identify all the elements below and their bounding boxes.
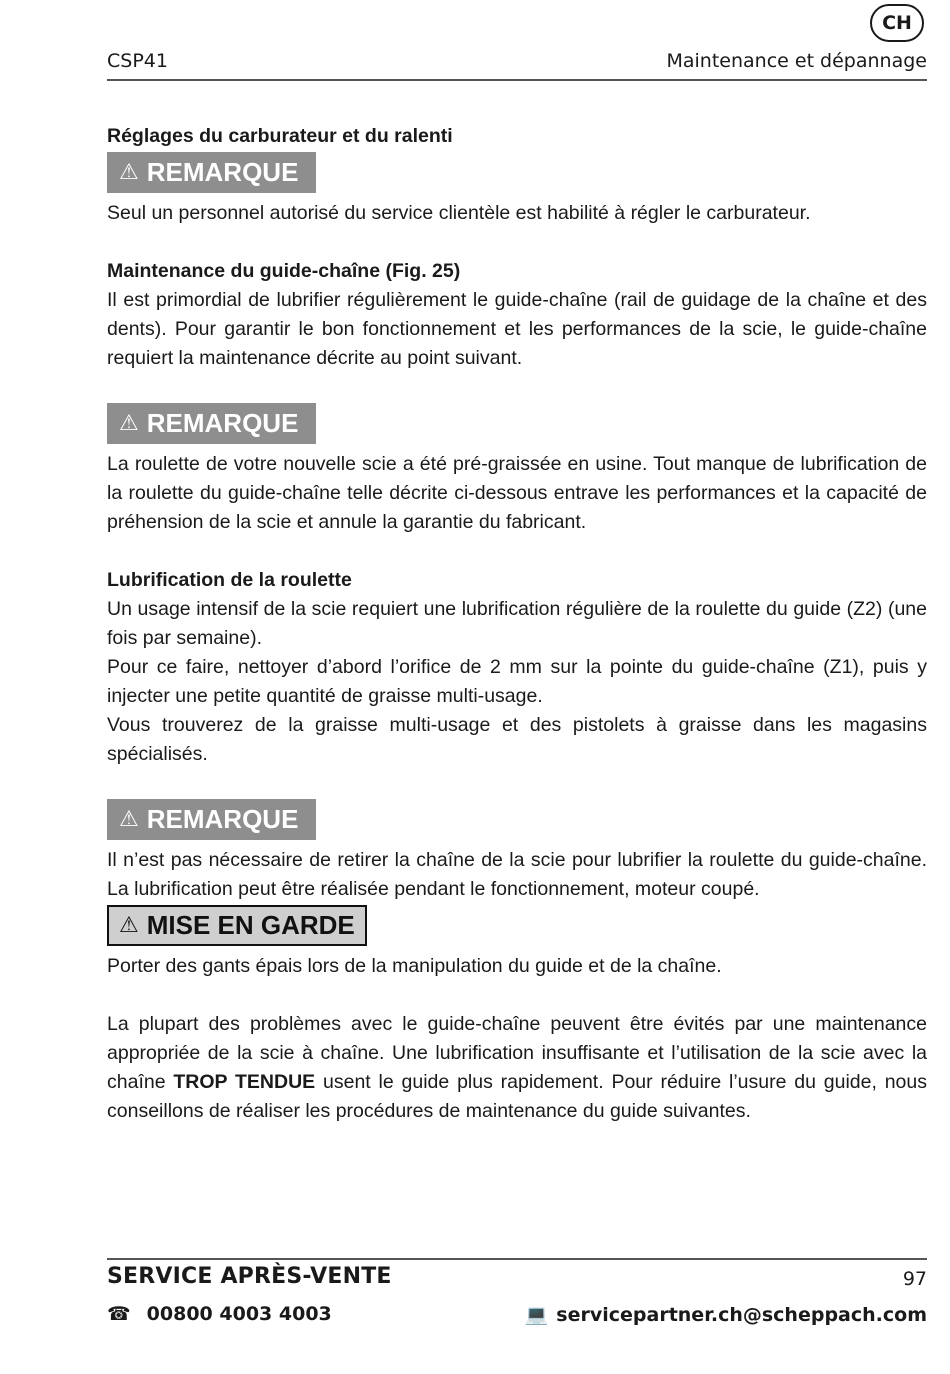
carburetor-text: Seul un personnel autorisé du service clientèle est habilité à régler le carburateur. xyxy=(107,202,811,224)
warning-text: Porter des gants épais lors de la manipulation du guide et de la chaîne. xyxy=(107,955,722,977)
notice-label: REMARQUE xyxy=(146,804,299,834)
roulette-text: Pour ce faire, nettoyer d’abord l’orifice de 2 mm sur la pointe du guide-chaîne (Z1), puis y injecter une petite quantité de graisse multi-usage. xyxy=(107,656,927,707)
phone-number: 00800 4003 4003 xyxy=(146,1303,332,1325)
country-badge: CH xyxy=(870,4,924,42)
warning-box xyxy=(107,905,367,946)
final-text-bold: TROP TENDUE xyxy=(173,1071,316,1093)
warning-triangle-icon: ⚠ xyxy=(119,160,139,185)
page-number: 97 xyxy=(902,1268,927,1290)
roulette-text: Vous trouverez de la graisse multi-usage et des pistolets à graisse dans les magasins spécialisés. xyxy=(107,714,927,765)
footer-divider xyxy=(107,1258,927,1260)
section-title: Maintenance et dépannage xyxy=(666,50,927,72)
notice-text: Il n’est pas nécessaire de retirer la chaîne de la scie pour lubrifier la roulette du guide-chaîne. La lubrification peut être réalisée pendant le fonctionnement, moteur coupé. xyxy=(107,849,927,900)
roulette-text: Un usage intensif de la scie requiert une lubrification régulière de la roulette du guide (Z2) (une fois par semaine). xyxy=(107,598,927,649)
notice-label: REMARQUE xyxy=(146,157,299,187)
notice-box xyxy=(107,799,316,840)
footer-phone xyxy=(107,1303,332,1325)
notice-text: La roulette de votre nouvelle scie a été pré-graissée en usine. Tout manque de lubrification de la roulette du guide-chaîne telle décrite ci-dessous entrave les performances et la capacité de préhension de la scie et annule la garantie du fabricant. xyxy=(107,453,927,533)
notice-box xyxy=(107,152,316,193)
warning-label: MISE EN GARDE xyxy=(146,910,355,940)
roulette-heading: Lubrification de la roulette xyxy=(107,569,352,591)
warning-triangle-icon: ⚠ xyxy=(119,411,139,436)
header-divider xyxy=(107,79,927,81)
notice-box xyxy=(107,403,316,444)
computer-icon: 💻 xyxy=(524,1304,549,1326)
page-content xyxy=(107,122,927,1126)
final-text-part: usent le guide plus rapidement. Pour réduire l’usure du guide, nous conseillons de réaliser les procédures de maintenance du guide suivantes. xyxy=(107,1071,928,1122)
notice-label: REMARQUE xyxy=(146,408,299,438)
guide-heading: Maintenance du guide-chaîne (Fig. 25) xyxy=(107,260,461,282)
guide-text: Il est primordial de lubrifier régulièrement le guide-chaîne (rail de guidage de la chaîne et des dents). Pour garantir le bon fonctionnement et les performances de la scie, le guide-chaîne requiert la maintenance décrite au point suivant. xyxy=(107,289,927,369)
email-address: servicepartner.ch@scheppach.com xyxy=(556,1303,927,1326)
model-label: CSP41 xyxy=(107,50,168,72)
telephone-icon: ☎ xyxy=(107,1303,131,1325)
footer-title: SERVICE APRÈS-VENTE xyxy=(107,1264,392,1289)
footer-email xyxy=(525,1303,927,1326)
final-text-part: La plupart des problèmes avec le guide-chaîne peuvent être évités par une maintenance appropriée de la scie à chaîne. Une lubrification insuffisante et l’utilisation de la scie avec la chaîne xyxy=(107,1013,927,1093)
warning-triangle-icon: ⚠ xyxy=(119,807,139,832)
carburetor-heading: Réglages du carburateur et du ralenti xyxy=(107,125,453,147)
warning-triangle-icon: ⚠ xyxy=(119,913,139,938)
final-paragraph xyxy=(107,1010,927,1126)
